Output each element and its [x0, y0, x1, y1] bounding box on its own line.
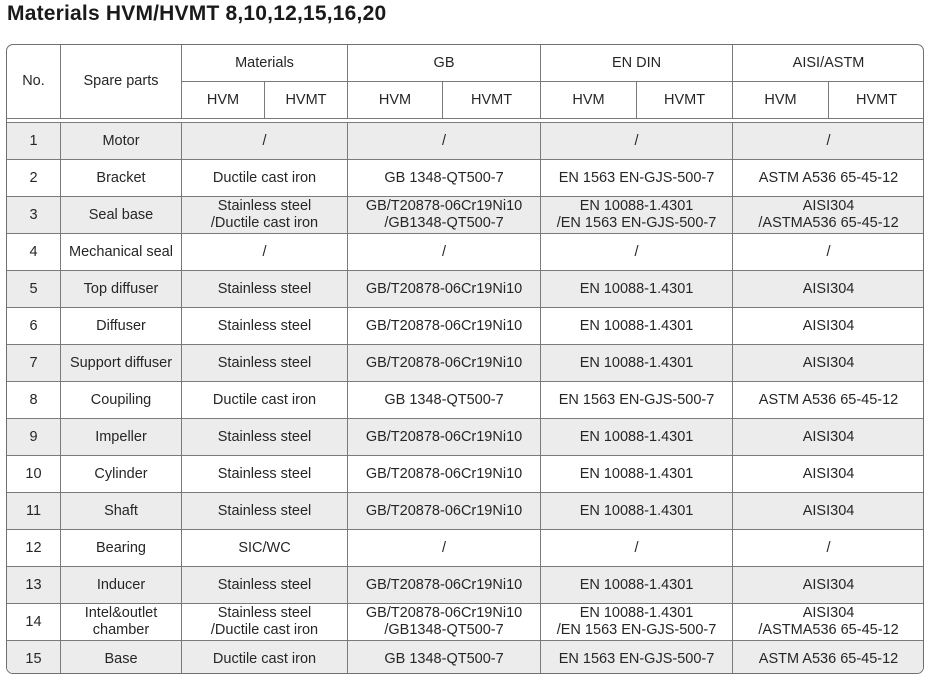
aisi-astm-cell — [733, 308, 924, 345]
row-number-cell: 3 — [7, 197, 61, 234]
en-din-cell — [541, 567, 733, 604]
en-din-cell — [541, 604, 733, 641]
header-materials: Materials — [182, 45, 348, 82]
cell-text-line: GB/T20878-06Cr19Ni10 — [365, 428, 523, 445]
row-number-cell: 14 — [7, 604, 61, 641]
cell-text-line: / — [442, 243, 447, 260]
aisi-astm-cell — [733, 197, 924, 234]
cell-text-line: AISI304 — [802, 576, 855, 593]
cell-text-line: Stainless steel — [217, 605, 312, 621]
cell-text-line: /Ductile cast iron — [210, 622, 319, 638]
gb-cell — [348, 382, 541, 419]
cell-text-line: EN 1563 EN-GJS-500-7 — [558, 650, 715, 667]
cell-text-line: EN 1563 EN-GJS-500-7 — [558, 391, 715, 408]
table-body — [7, 123, 925, 675]
cell-text-line: AISI304 — [802, 502, 855, 519]
spare-part-cell — [61, 345, 182, 382]
spare-part-cell — [61, 382, 182, 419]
cell-text-line: GB/T20878-06Cr19Ni10 — [365, 317, 523, 334]
spare-part-cell — [61, 308, 182, 345]
gb-cell — [348, 419, 541, 456]
materials-cell — [182, 567, 348, 604]
en-din-cell — [541, 493, 733, 530]
row-number-cell: 6 — [7, 308, 61, 345]
materials-cell — [182, 382, 348, 419]
cell-text-line: Stainless steel — [217, 280, 312, 297]
materials-cell — [182, 271, 348, 308]
cell-text-line: /EN 1563 EN-GJS-500-7 — [556, 622, 717, 638]
cell-text-line: EN 10088-1.4301 — [579, 428, 694, 445]
cell-text-line: EN 10088-1.4301 — [579, 465, 694, 482]
cell-text-line: GB/T20878-06Cr19Ni10 — [365, 354, 523, 371]
cell-text-line: GB/T20878-06Cr19Ni10 — [365, 502, 523, 519]
cell-text-line: Stainless steel — [217, 317, 312, 334]
en-din-cell — [541, 345, 733, 382]
table-row — [7, 197, 925, 234]
spare-part-cell — [61, 530, 182, 567]
cell-text-line: / — [634, 243, 639, 260]
row-number-cell: 12 — [7, 530, 61, 567]
cell-text-line: / — [634, 539, 639, 556]
cell-text-line: EN 10088-1.4301 — [579, 502, 694, 519]
materials-cell — [182, 419, 348, 456]
gb-cell — [348, 308, 541, 345]
cell-text-line: ASTM A536 65-45-12 — [758, 650, 899, 667]
table-row — [7, 567, 925, 604]
en-din-cell — [541, 160, 733, 197]
en-din-cell — [541, 308, 733, 345]
cell-text-line: EN 10088-1.4301 — [579, 317, 694, 334]
row-number-cell: 9 — [7, 419, 61, 456]
en-din-cell — [541, 641, 733, 675]
cell-text-line: Stainless steel — [217, 576, 312, 593]
aisi-astm-cell — [733, 345, 924, 382]
cell-text-line: GB 1348-QT500-7 — [384, 650, 504, 667]
en-din-cell — [541, 234, 733, 271]
materials-table — [6, 44, 924, 674]
materials-cell — [182, 530, 348, 567]
cell-text-line: / — [442, 539, 447, 556]
cell-text-line: Inducer — [96, 576, 146, 593]
cell-text-line: Ductile cast iron — [212, 650, 317, 667]
materials-cell — [182, 197, 348, 234]
cell-text-line: Mechanical seal — [69, 243, 173, 260]
cell-text-line: /ASTMA536 65-45-12 — [758, 215, 899, 231]
cell-text-line: GB/T20878-06Cr19Ni10 — [365, 280, 523, 297]
aisi-astm-cell — [733, 530, 924, 567]
en-din-cell — [541, 382, 733, 419]
cell-text-line: AISI304 — [802, 428, 855, 445]
cell-text-line: /Ductile cast iron — [210, 215, 319, 231]
table-row — [7, 234, 925, 271]
materials-cell — [182, 234, 348, 271]
cell-text-line: Bearing — [96, 539, 146, 556]
spare-part-cell — [61, 493, 182, 530]
cell-text-line: Motor — [102, 132, 140, 149]
table-row — [7, 641, 925, 675]
cell-text-line: /GB1348-QT500-7 — [384, 622, 504, 638]
gb-cell — [348, 234, 541, 271]
gb-cell — [348, 493, 541, 530]
materials-cell — [182, 308, 348, 345]
cell-text-line: / — [826, 539, 831, 556]
cell-text-line: Stainless steel — [217, 354, 312, 371]
cell-text-line: GB/T20878-06Cr19Ni10 — [365, 198, 523, 214]
table-row — [7, 123, 925, 160]
cell-text-line: / — [826, 132, 831, 149]
gb-cell — [348, 604, 541, 641]
cell-text-line: Cylinder — [94, 465, 148, 482]
cell-text-line: EN 1563 EN-GJS-500-7 — [558, 169, 715, 186]
cell-text-line: AISI304 — [802, 605, 855, 621]
cell-text-line: GB/T20878-06Cr19Ni10 — [365, 465, 523, 482]
gb-cell — [348, 641, 541, 675]
cell-text-line: / — [634, 132, 639, 149]
cell-text-line: / — [262, 243, 267, 260]
en-din-cell — [541, 530, 733, 567]
aisi-astm-cell — [733, 419, 924, 456]
gb-cell — [348, 567, 541, 604]
en-din-cell — [541, 197, 733, 234]
cell-text-line: EN 10088-1.4301 — [579, 280, 694, 297]
cell-text-line: Top diffuser — [83, 280, 159, 297]
cell-text-line: GB/T20878-06Cr19Ni10 — [365, 576, 523, 593]
row-number-cell: 7 — [7, 345, 61, 382]
cell-text-line: GB/T20878-06Cr19Ni10 — [365, 605, 523, 621]
subheader-hvmt: HVMT — [637, 82, 733, 119]
table-row — [7, 382, 925, 419]
spare-part-cell — [61, 604, 182, 641]
header-aisi-astm: AISI/ASTM — [733, 45, 924, 82]
cell-text-line: Diffuser — [96, 317, 146, 334]
cell-text-line: /ASTMA536 65-45-12 — [758, 622, 899, 638]
cell-text-line: ASTM A536 65-45-12 — [758, 391, 899, 408]
table-row — [7, 160, 925, 197]
materials-cell — [182, 160, 348, 197]
cell-text-line: AISI304 — [802, 354, 855, 371]
cell-text-line: Impeller — [95, 428, 147, 445]
subheader-hvmt: HVMT — [829, 82, 924, 119]
table-row — [7, 493, 925, 530]
materials-table-frame — [6, 44, 924, 674]
cell-text-line: Stainless steel — [217, 502, 312, 519]
subheader-hvmt: HVMT — [443, 82, 541, 119]
subheader-hvm: HVM — [733, 82, 829, 119]
cell-text-line: EN 10088-1.4301 — [579, 605, 694, 621]
materials-cell — [182, 345, 348, 382]
spare-part-cell — [61, 641, 182, 675]
aisi-astm-cell — [733, 604, 924, 641]
gb-cell — [348, 160, 541, 197]
cell-text-line: /GB1348-QT500-7 — [384, 215, 504, 231]
aisi-astm-cell — [733, 382, 924, 419]
en-din-cell — [541, 271, 733, 308]
aisi-astm-cell — [733, 123, 924, 160]
row-number-cell: 11 — [7, 493, 61, 530]
aisi-astm-cell — [733, 271, 924, 308]
row-number-cell: 15 — [7, 641, 61, 675]
aisi-astm-cell — [733, 641, 924, 675]
subheader-hvm: HVM — [348, 82, 443, 119]
cell-text-line: AISI304 — [802, 465, 855, 482]
cell-text-line: ASTM A536 65-45-12 — [758, 169, 899, 186]
row-number-cell: 5 — [7, 271, 61, 308]
cell-text-line: / — [262, 132, 267, 149]
cell-text-line: GB 1348-QT500-7 — [384, 169, 504, 186]
gb-cell — [348, 456, 541, 493]
row-number-cell: 8 — [7, 382, 61, 419]
spare-part-cell — [61, 456, 182, 493]
spare-part-cell — [61, 234, 182, 271]
gb-cell — [348, 345, 541, 382]
spare-part-cell — [61, 160, 182, 197]
cell-text-line: Ductile cast iron — [212, 169, 317, 186]
materials-cell — [182, 123, 348, 160]
cell-text-line: Bracket — [96, 169, 146, 186]
cell-text-line: chamber — [92, 622, 150, 638]
table-row — [7, 308, 925, 345]
en-din-cell — [541, 456, 733, 493]
cell-text-line: SIC/WC — [238, 539, 291, 556]
cell-text-line: EN 10088-1.4301 — [579, 576, 694, 593]
aisi-astm-cell — [733, 567, 924, 604]
header-no: No. — [7, 45, 61, 119]
cell-text-line: AISI304 — [802, 280, 855, 297]
aisi-astm-cell — [733, 493, 924, 530]
cell-text-line: EN 10088-1.4301 — [579, 354, 694, 371]
cell-text-line: Shaft — [104, 502, 138, 519]
en-din-cell — [541, 419, 733, 456]
gb-cell — [348, 197, 541, 234]
subheader-hvm: HVM — [182, 82, 265, 119]
row-number-cell: 13 — [7, 567, 61, 604]
en-din-cell — [541, 123, 733, 160]
aisi-astm-cell — [733, 160, 924, 197]
aisi-astm-cell — [733, 234, 924, 271]
gb-cell — [348, 123, 541, 160]
spare-part-cell — [61, 197, 182, 234]
cell-text-line: Coupiling — [90, 391, 152, 408]
cell-text-line: / — [826, 243, 831, 260]
gb-cell — [348, 530, 541, 567]
subheader-hvm: HVM — [541, 82, 637, 119]
page-title: Materials HVM/HVMT 8,10,12,15,16,20 — [7, 2, 387, 25]
cell-text-line: Base — [104, 650, 138, 667]
table-row — [7, 456, 925, 493]
gb-cell — [348, 271, 541, 308]
header-spare-parts: Spare parts — [61, 45, 182, 119]
cell-text-line: Ductile cast iron — [212, 391, 317, 408]
aisi-astm-cell — [733, 456, 924, 493]
cell-text-line: Support diffuser — [69, 354, 173, 371]
cell-text-line: GB 1348-QT500-7 — [384, 391, 504, 408]
row-number-cell: 10 — [7, 456, 61, 493]
subheader-hvmt: HVMT — [265, 82, 348, 119]
materials-cell — [182, 641, 348, 675]
cell-text-line: AISI304 — [802, 317, 855, 334]
spare-part-cell — [61, 419, 182, 456]
header-en-din: EN DIN — [541, 45, 733, 82]
table-row — [7, 345, 925, 382]
row-number-cell: 1 — [7, 123, 61, 160]
table-row — [7, 419, 925, 456]
table-row — [7, 271, 925, 308]
cell-text-line: Stainless steel — [217, 465, 312, 482]
cell-text-line: Stainless steel — [217, 198, 312, 214]
table-row — [7, 604, 925, 641]
header-gb: GB — [348, 45, 541, 82]
cell-text-line: AISI304 — [802, 198, 855, 214]
materials-cell — [182, 604, 348, 641]
cell-text-line: EN 10088-1.4301 — [579, 198, 694, 214]
materials-cell — [182, 456, 348, 493]
table-row — [7, 530, 925, 567]
cell-text-line: / — [442, 132, 447, 149]
cell-text-line: Seal base — [88, 206, 154, 223]
spare-part-cell — [61, 123, 182, 160]
spare-part-cell — [61, 567, 182, 604]
row-number-cell: 2 — [7, 160, 61, 197]
cell-text-line: /EN 1563 EN-GJS-500-7 — [556, 215, 717, 231]
spare-part-cell — [61, 271, 182, 308]
cell-text-line: Stainless steel — [217, 428, 312, 445]
materials-cell — [182, 493, 348, 530]
cell-text-line: Intel&outlet — [84, 605, 158, 621]
row-number-cell: 4 — [7, 234, 61, 271]
